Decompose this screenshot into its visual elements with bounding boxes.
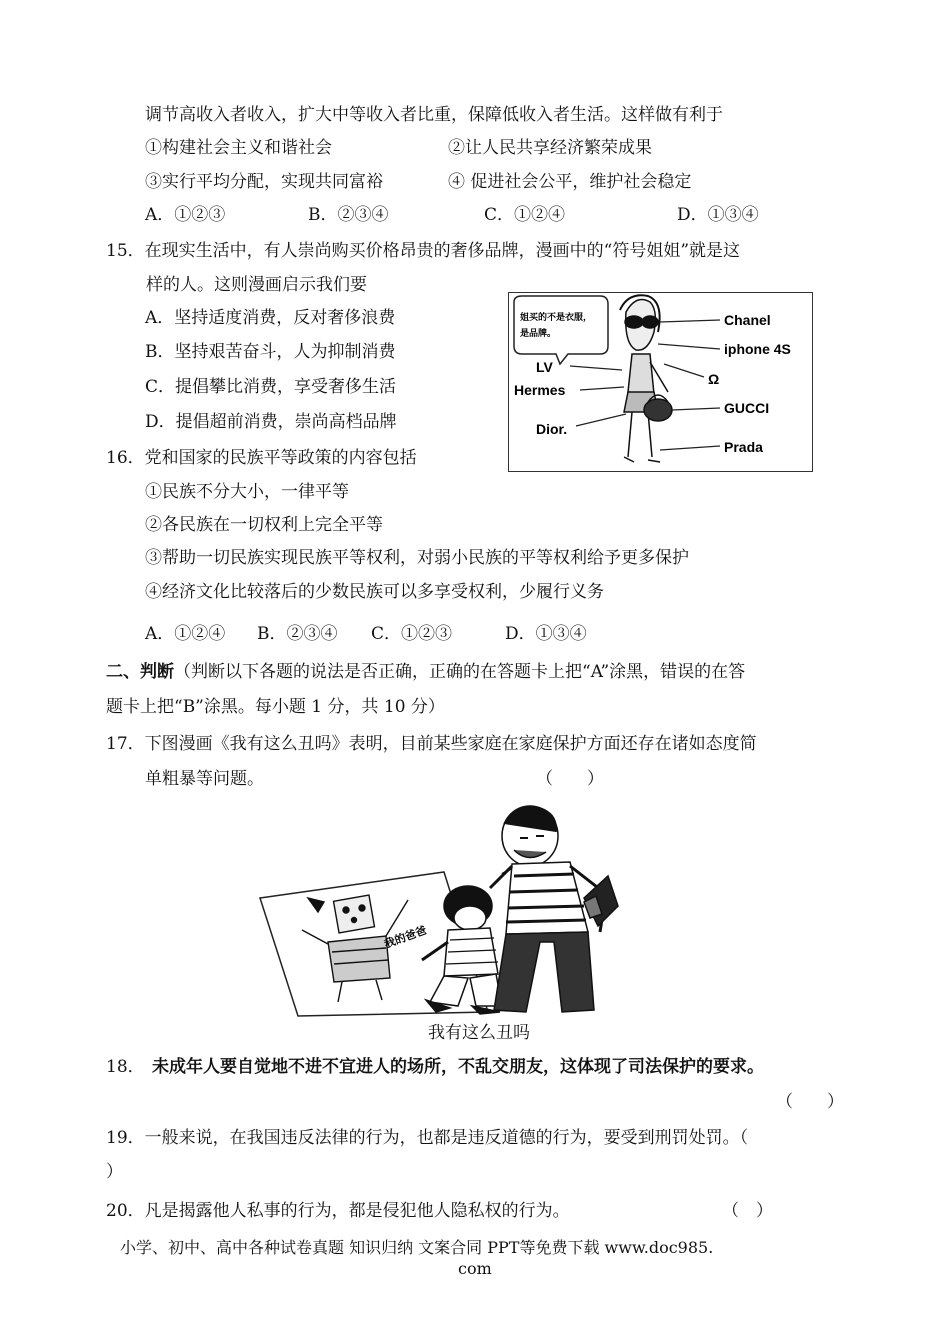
q16-choice-a: A．①②④ [145, 624, 226, 644]
q16-choice-b: B．②③④ [257, 624, 338, 644]
footer-line2: com [458, 1259, 492, 1278]
q16-item-1: ①民族不分大小，一律平等 [145, 482, 349, 502]
section2-title: 二、判断 [106, 662, 174, 682]
q17-stem-line1: 17．下图漫画《我有这么丑吗》表明，目前某些家庭在家庭保护方面还存在诸如态度简 [106, 734, 757, 754]
section2-heading [106, 661, 745, 683]
label-iphone: iphone 4S [724, 341, 791, 357]
drawing-caption-text: 我的爸爸 [382, 923, 429, 951]
q18-answer-blank: （ ） [776, 1092, 844, 1112]
bubble-text-line1: 姐买的不是衣服， [520, 313, 593, 323]
q14-choice-d: D．①③④ [677, 205, 759, 225]
q18-text: 未成年人要自觉地不进不宜进人的场所，不乱交朋友，这体现了司法保护的要求。 [152, 1057, 764, 1077]
q16-stem: 16．党和国家的民族平等政策的内容包括 [106, 448, 417, 468]
q17-stem-line2: 单粗暴等问题。 [145, 769, 264, 789]
q15-choice-b: B．坚持艰苦奋斗，人为抑制消费 [145, 342, 396, 362]
section2-desc1: （判断以下各题的说法是否正确，正确的在答题卡上把“A”涂黑，错误的在答 [174, 662, 746, 682]
q14-choice-a: A．①②③ [145, 205, 226, 225]
bubble-text-line2: 是品牌。 [520, 329, 557, 339]
q17-answer-blank: （ ） [536, 769, 604, 789]
q14-option-1: ①构建社会主义和谐社会 [145, 138, 332, 158]
q15-choice-d: D．提倡超前消费，崇尚高档品牌 [145, 412, 397, 432]
q15-stem-line1: 15．在现实生活中，有人崇尚购买价格昂贵的奢侈品牌，漫画中的“符号姐姐”就是这 [106, 241, 741, 261]
label-gucci: GUCCI [724, 400, 770, 416]
q16-choice-d: D．①③④ [505, 624, 587, 644]
q16-item-4: ④经济文化比较落后的少数民族可以多享受权利，少履行义务 [145, 582, 604, 602]
label-prada: Prada [724, 439, 763, 455]
label-omega: Ω [708, 371, 720, 387]
label-lv: LV [536, 359, 553, 375]
q19-line2: ） [106, 1162, 123, 1182]
q18-number: 18． [106, 1057, 145, 1077]
q14-choice-c: C．①②④ [484, 205, 566, 225]
q15-choice-c: C．提倡攀比消费，享受奢侈生活 [145, 377, 397, 397]
father-figure [490, 806, 618, 1012]
q14-stem: 调节高收入者收入，扩大中等收入者比重，保障低收入者生活。这样做有利于 [145, 105, 723, 125]
label-dior: Dior. [536, 421, 568, 437]
q14-option-2: ②让人民共享经济繁荣成果 [448, 138, 652, 158]
section2-desc2: 题卡上把“B”涂黑。每小题 1 分，共 10 分） [106, 697, 445, 717]
q14-option-3: ③实行平均分配，实现共同富裕 [145, 172, 383, 192]
q20-answer-blank: （ ） [722, 1201, 773, 1221]
q15-stem-line2: 样的人。这则漫画启示我们要 [146, 275, 367, 295]
q16-choice-c: C．①②③ [371, 624, 453, 644]
label-chanel: Chanel [724, 312, 771, 328]
q17-figure-caption: 我有这么丑吗 [428, 1023, 530, 1043]
brand-girl-cartoon [508, 292, 813, 472]
q15-choice-a: A．坚持适度消费，反对奢侈浪费 [145, 308, 396, 328]
q20-text: 20．凡是揭露他人私事的行为，都是侵犯他人隐私权的行为。 [106, 1201, 570, 1221]
q14-choice-b: B．②③④ [308, 205, 389, 225]
q16-item-2: ②各民族在一切权利上完全平等 [145, 515, 383, 535]
label-hermes: Hermes [514, 382, 566, 398]
q16-item-3: ③帮助一切民族实现民族平等权利，对弱小民族的平等权利给予更多保护 [145, 548, 689, 568]
footer-line1: 小学、初中、高中各种试卷真题 知识归纳 文案合同 PPT等免费下载 www.doc985. [120, 1238, 714, 1257]
family-cartoon [258, 802, 678, 1017]
q19-line1: 19．一般来说，在我国违反法律的行为，也都是违反道德的行为，要受到刑罚处罚。（ [106, 1128, 749, 1148]
q14-option-4: ④ 促进社会公平，维护社会稳定 [448, 172, 692, 192]
